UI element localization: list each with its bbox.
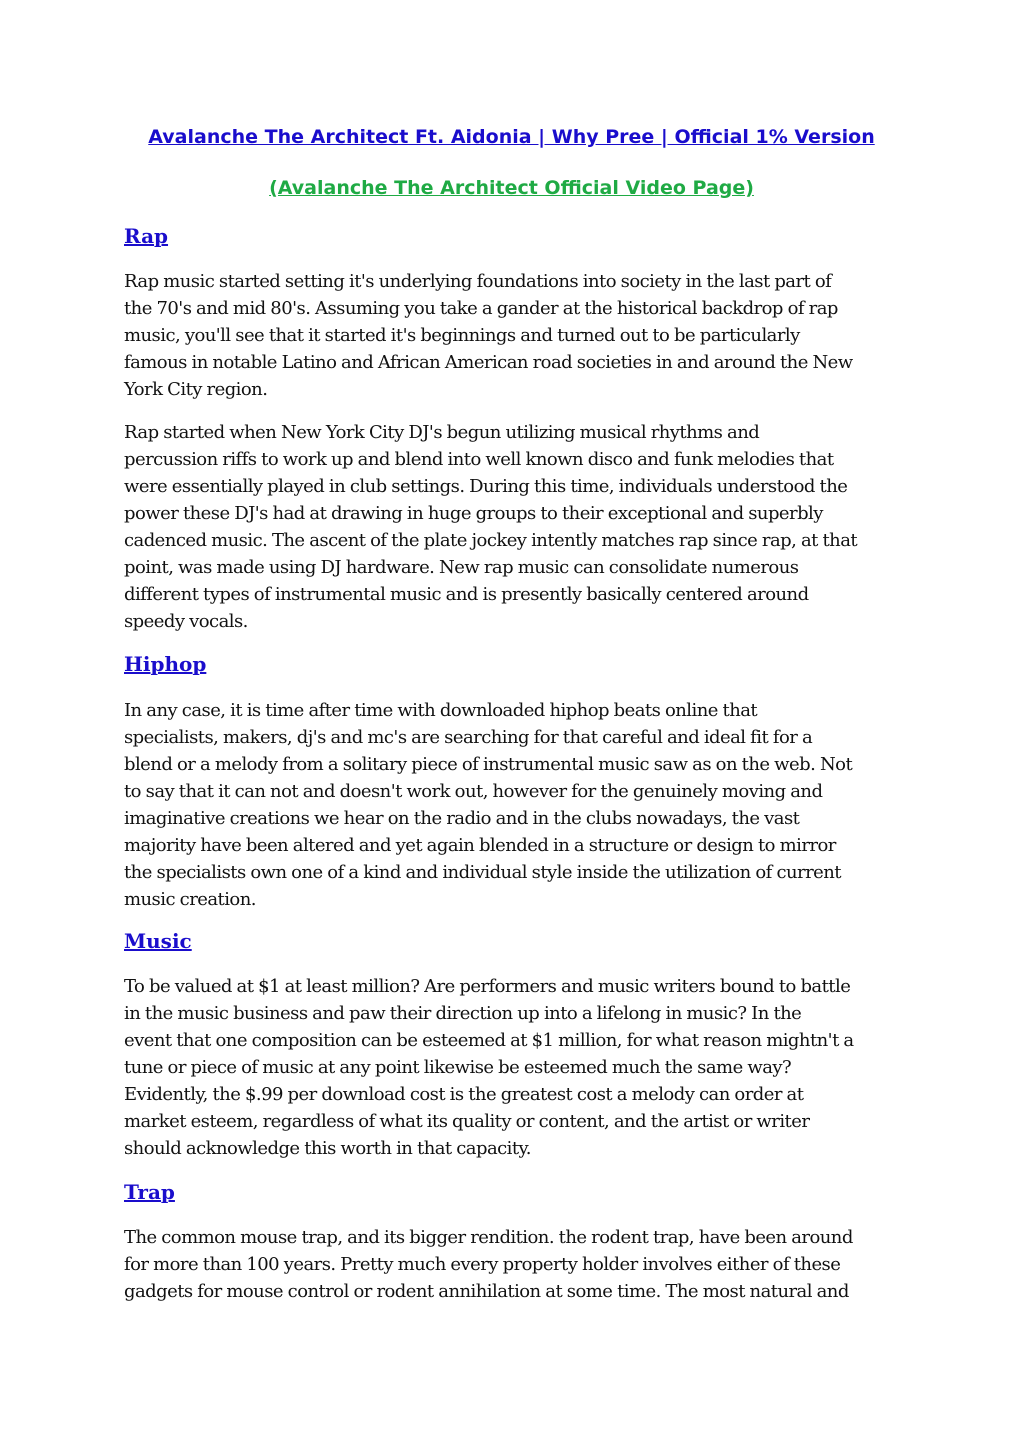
text-line: famous in notable Latino and African American road societies in and around the New [124, 352, 853, 373]
text-line: blend or a melody from a solitary piece of instrumental music saw as on the web. Not [124, 754, 853, 775]
subtitle-link[interactable]: (Avalanche The Architect Official Video Page) [269, 177, 754, 199]
text-line: imaginative creations we hear on the radio and in the clubs nowadays, the vast [124, 808, 800, 829]
text-line: percussion riffs to work up and blend into well known disco and funk melodies that [124, 449, 834, 470]
text-line: York City region. [124, 379, 268, 400]
title-link[interactable]: Avalanche The Architect Ft. Aidonia | Why Pree | Official 1% Version [148, 126, 875, 148]
text-line: power these DJ's had at drawing in huge groups to their exceptional and superbly [124, 503, 823, 524]
text-line: the specialists own one of a kind and individual style inside the utilization of current [124, 862, 841, 883]
text-line: event that one composition can be esteemed at $1 million, for what reason mightn't a [124, 1030, 854, 1051]
text-line: market esteem, regardless of what its quality or content, and the artist or writer [124, 1111, 810, 1132]
text-line: gadgets for mouse control or rodent annihilation at some time. The most natural and [124, 1281, 849, 1302]
text-line: To be valued at $1 at least million? Are performers and music writers bound to battle [124, 976, 851, 997]
heading-hiphop-link[interactable]: Hiphop [124, 652, 207, 676]
text-line: specialists, makers, dj's and mc's are searching for that careful and ideal fit for a [124, 727, 813, 748]
paragraph-hiphop [124, 697, 904, 913]
text-line: Evidently, the $.99 per download cost is the greatest cost a melody can order at [124, 1084, 804, 1105]
heading-trap-link[interactable]: Trap [124, 1180, 175, 1204]
text-line: for more than 100 years. Pretty much every property holder involves either of these [124, 1254, 841, 1275]
text-line: the 70's and mid 80's. Assuming you take a gander at the historical backdrop of rap [124, 298, 838, 319]
text-line: music, you'll see that it started it's beginnings and turned out to be particularly [124, 325, 800, 346]
text-line: in the music business and paw their direction up into a lifelong in music? In the [124, 1003, 802, 1024]
text-line: The common mouse trap, and its bigger rendition. the rodent trap, have been around [124, 1227, 853, 1248]
heading-music-link[interactable]: Music [124, 929, 192, 953]
text-line: cadenced music. The ascent of the plate jockey intently matches rap since rap, at that [124, 530, 858, 551]
text-line: different types of instrumental music and is presently basically centered around [124, 584, 809, 605]
text-line: Rap music started setting it's underlying foundations into society in the last part of [124, 271, 832, 292]
paragraph-rap-2 [124, 419, 904, 635]
text-line: were essentially played in club settings. During this time, individuals understood the [124, 476, 848, 497]
text-line: Rap started when New York City DJ's begun utilizing musical rhythms and [124, 422, 760, 443]
paragraph-trap [124, 1224, 904, 1305]
text-line: point, was made using DJ hardware. New rap music can consolidate numerous [124, 557, 799, 578]
text-line: should acknowledge this worth in that capacity. [124, 1138, 531, 1159]
text-line: music creation. [124, 889, 256, 910]
text-line: In any case, it is time after time with downloaded hiphop beats online that [124, 700, 758, 721]
text-line: speedy vocals. [124, 611, 248, 632]
heading-rap-link[interactable]: Rap [124, 224, 169, 248]
paragraph-music [124, 973, 904, 1162]
paragraph-rap-1 [124, 268, 904, 403]
text-line: to say that it can not and doesn't work out, however for the genuinely moving and [124, 781, 823, 802]
text-line: majority have been altered and yet again blended in a structure or design to mirror [124, 835, 836, 856]
text-line: tune or piece of music at any point likewise be esteemed much the same way? [124, 1057, 792, 1078]
